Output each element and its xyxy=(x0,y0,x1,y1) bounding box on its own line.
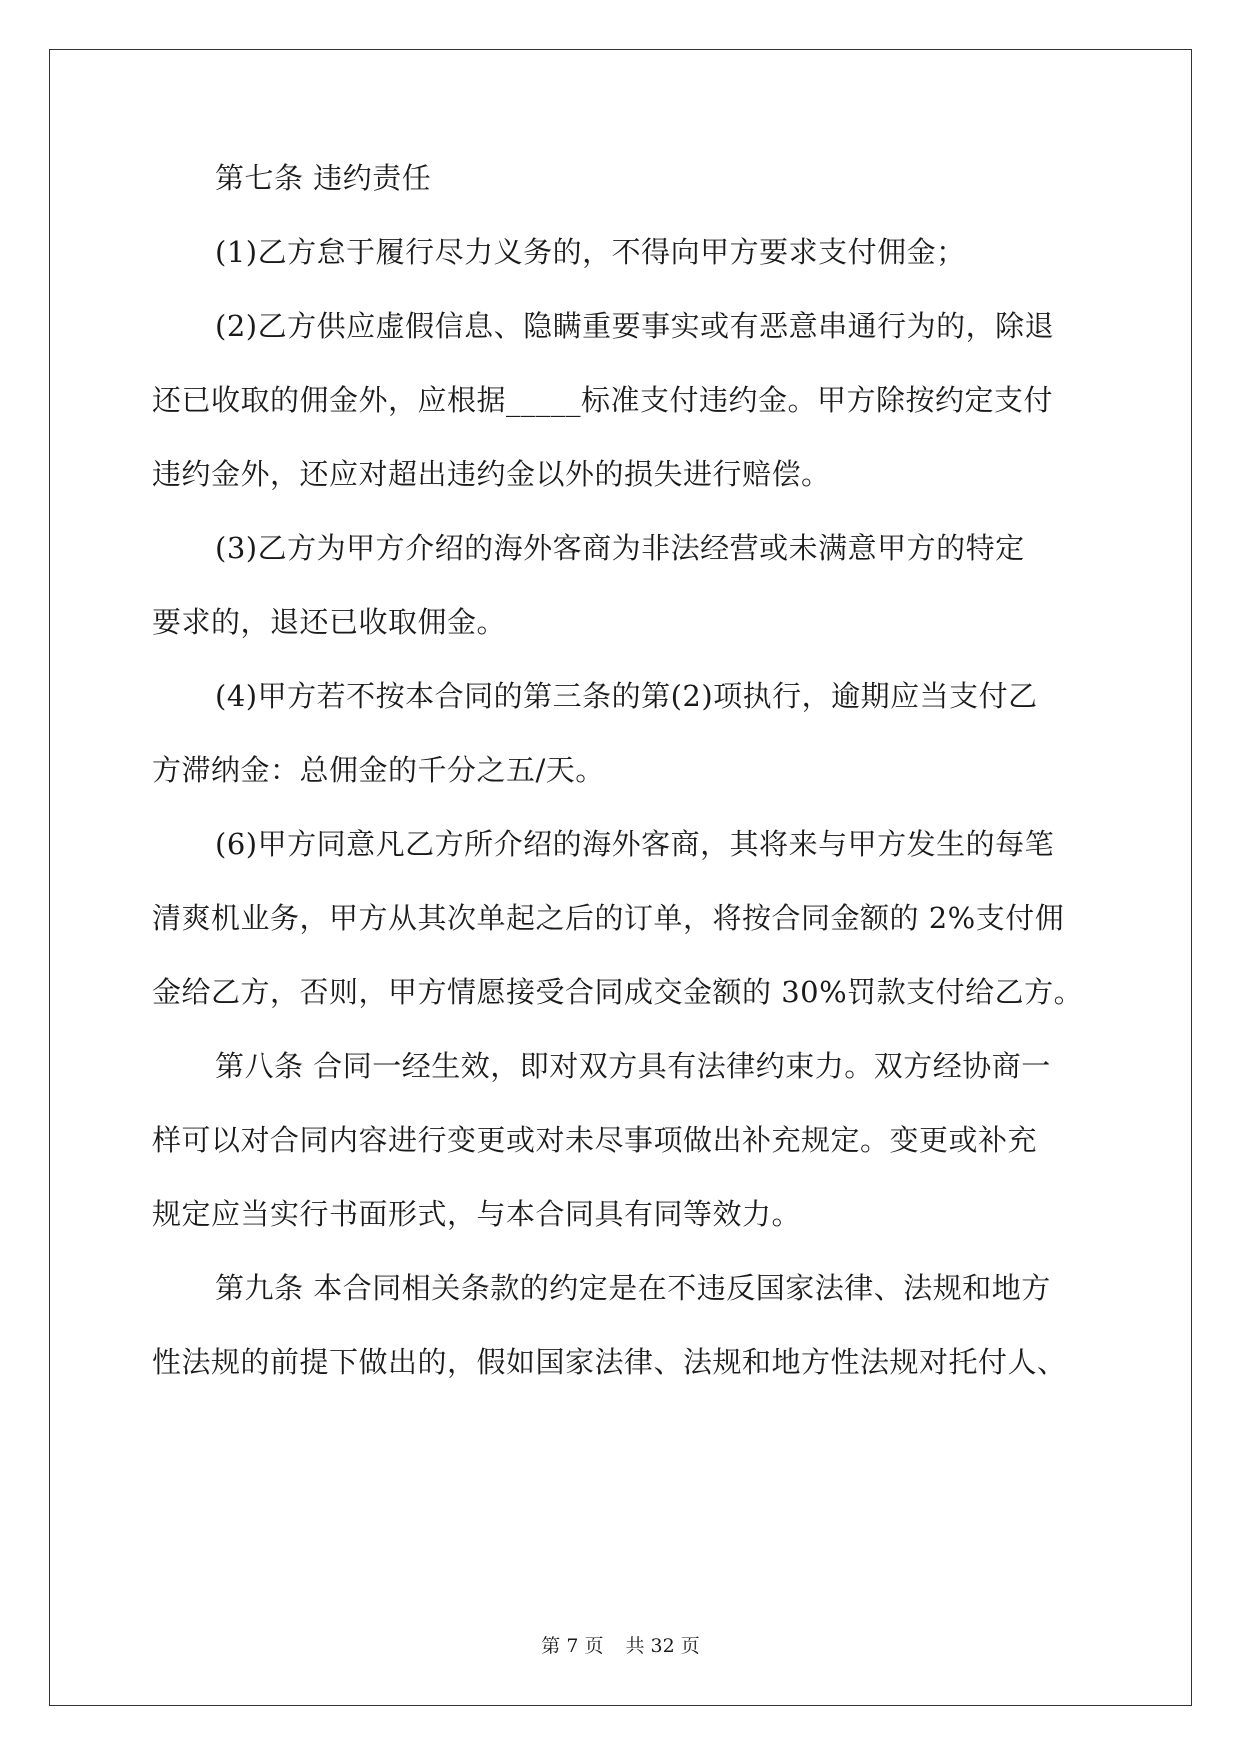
clause-7-6-line-1: (6)甲方同意凡乙方所介绍的海外客商，其将来与甲方发生的每笔 xyxy=(215,827,1055,861)
page-footer xyxy=(0,1634,1241,1658)
page-number-current: 第 7 页 xyxy=(541,1635,604,1657)
clause-7-3-line-1: (3)乙方为甲方介绍的海外客商为非法经营或未满意甲方的特定 xyxy=(215,531,1025,565)
article-8-line-2: 样可以对合同内容进行变更或对未尽事项做出补充规定。变更或补充 xyxy=(152,1123,1038,1157)
clause-7-2-line-3: 违约金外，还应对超出违约金以外的损失进行赔偿。 xyxy=(152,457,831,491)
clause-7-4-line-2: 方滞纳金：总佣金的千分之五/天。 xyxy=(152,753,605,787)
article-8-line-3: 规定应当实行书面形式，与本合同具有同等效力。 xyxy=(152,1197,802,1231)
page-number-total: 共 32 页 xyxy=(625,1635,700,1657)
article-7-heading: 第七条 违约责任 xyxy=(215,161,432,195)
clause-7-4-line-1: (4)甲方若不按本合同的第三条的第(2)项执行，逾期应当支付乙 xyxy=(215,679,1038,713)
clause-7-2-line-2: 还已收取的佣金外，应根据_____标准支付违约金。甲方除按约定支付 xyxy=(152,383,1054,417)
page-border xyxy=(49,49,1192,1706)
article-9-line-2: 性法规的前提下做出的，假如国家法律、法规和地方性法规对托付人、 xyxy=(152,1345,1067,1379)
clause-7-6-line-2: 清爽机业务，甲方从其次单起之后的订单，将按合同金额的 2%支付佣 xyxy=(152,901,1065,935)
clause-7-6-line-3: 金给乙方，否则，甲方情愿接受合同成交金额的 30%罚款支付给乙方。 xyxy=(152,975,1084,1009)
article-8-line-1: 第八条 合同一经生效，即对双方具有法律约束力。双方经协商一 xyxy=(215,1049,1051,1083)
clause-7-3-line-2: 要求的，退还已收取佣金。 xyxy=(152,605,507,639)
clause-7-2-line-1: (2)乙方供应虚假信息、隐瞒重要事实或有恶意串通行为的，除退 xyxy=(215,309,1055,343)
article-9-line-1: 第九条 本合同相关条款的约定是在不违反国家法律、法规和地方 xyxy=(215,1271,1051,1305)
clause-7-1: (1)乙方怠于履行尽力义务的，不得向甲方要求支付佣金； xyxy=(215,235,966,269)
